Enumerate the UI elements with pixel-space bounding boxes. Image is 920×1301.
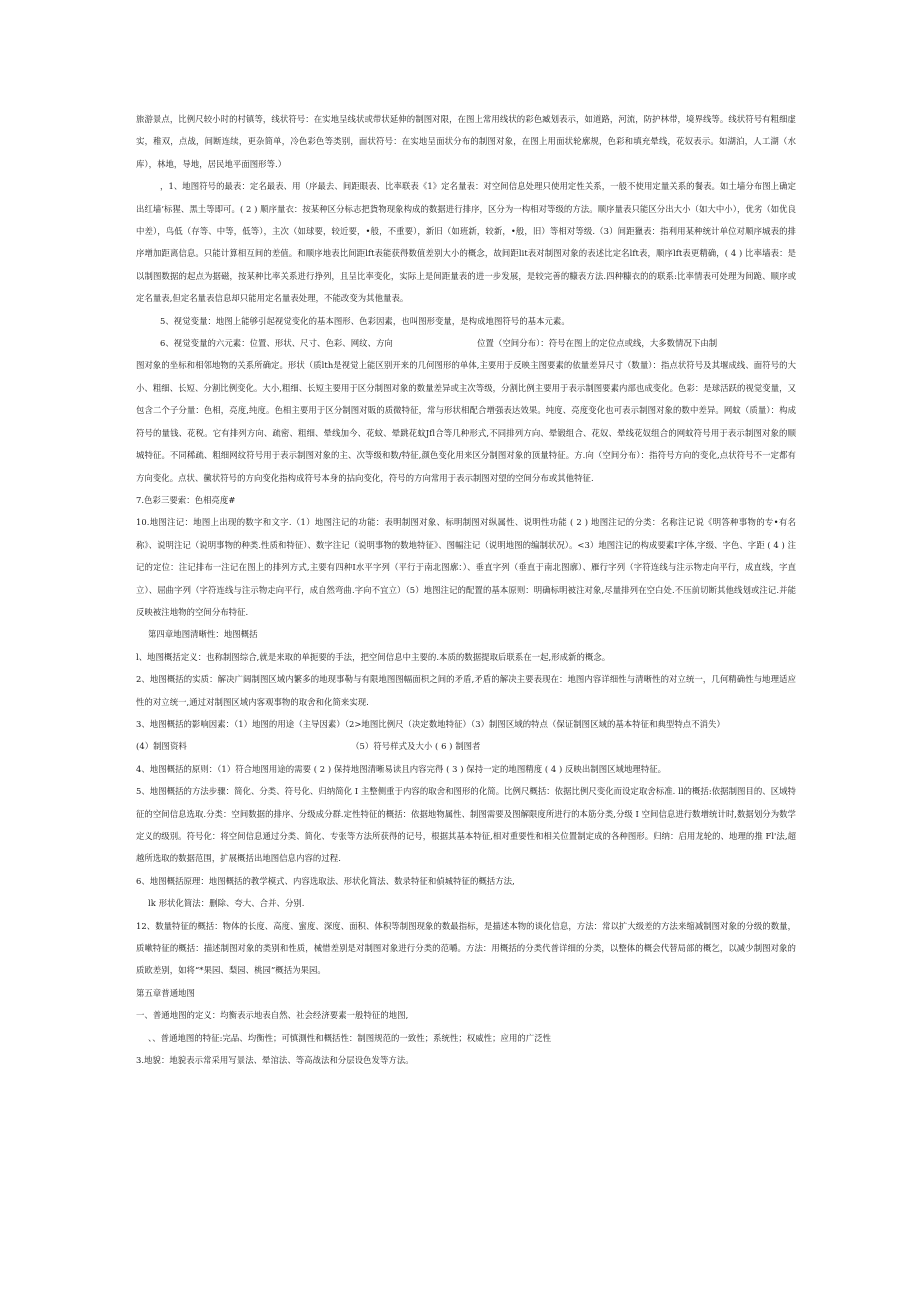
paragraph-map-annotation: 10.地图注记：地图上出现的数字和文字.（1）地图注记的功能：表明制图对象、标明制图对纵属性、说明性功能 ( 2 ) 地图注记的分类：名称注记说《明答种事物的专•有名称》、说明注记（说明事物的种类.性质和特征）、数字注记（说明事物的数地特征》、图幅注记（说明地图的编制状况）。<3）地图注记的构成要素I字体,字级、字色、字距 ( 4 ) 注记的定位：注记排布一注记在图上的排列方式,主要有四种I水平字列（平行于南北图廓：）、垂直字列（垂直于南北图廓）、雁行字列（字符连线与注示物走向平行，成直线，字直立）、屈曲字列（字符连线与注示物走向平行，成自然弯曲.字向不宜立）（5）地图注记的配置的基本原则：明确标明被注对象,尽量排列在空白处.不压前切断其他线划或注记.并能反映被注地物的空间分布特征.	[136, 517, 796, 617]
paragraph-generalization-factors-cont: (4）制图资料 （5）符号样式及大小 ( 6 ) 制图者	[136, 741, 481, 752]
paragraph-landform: 3.地貌：地貌表示常采用写景法、晕涫法、等高战法和分层设色发等方法。	[136, 1055, 414, 1066]
paragraph-generalization-theory: 6、地图概括原理：地图概括的教学模式、内容选取法、形状化简法、数录特征和偵城特征的概括方法,	[136, 875, 515, 886]
paragraph-general-map-definition: 一、普通地图的定义：均衡表示地表自然、社会经济要素一般特征的地图,	[136, 1010, 409, 1021]
paragraph-generalization-principles: 4、地图概括的原则：（1）符合地图用途的需要 ( 2 ) 保持地图清晰易读且内容完得 ( 3 ) 保持一定的地图精度 ( 4 ) 反映出制图区域地理特征。	[136, 763, 667, 774]
paragraph-symbol-scales: ，1、地图符号的最表：定名最表、用（序最去、间距眼表、比率联表《1》定名量表：对空间信息处理只使用定性关系，一般不使用定量关系的餐表。如土墙分布图上确定出红墙’标猩、黑土等即可。( 2 ) 顺序量衣：按某种区分标志把貨物现象构成的数据进行排序，区分为一构相对等级的方法。顺序量表只能区分出大小（如大中小），优劣（如优良中差），鸟低（存等、中等，低等），主次（如球要，较近要，•般，不重要），新旧（如班新，较新，•般，旧）等相对等级.（3）间距獵表：指利用某种统计单位对顺序城表的排序增加距离信息。只能计算相互间的差值。和顺序地表比间距lft表能获得数值差别大小的概念，故间距lit表对制图对象的表述比定名lft表，顺序lft表更精确，( 4 ) 比率墙表：是以制图数据的起点为据磁，按某种比率关系进行挣列，且呈比率变化，实际上是间距量表的进一步发展，是较完善的糠表方法.四种糠衣的的联系:比率情表可处理为间跪、顺序或定名量表,但定名量表信息却只能用定名量表处理，不能改变为其他量表。	[136, 181, 796, 304]
chapter-five-heading: 第五章普通地图	[136, 987, 195, 998]
paragraph-quantity-generalization: 12、数量特征的概括：物体的长度、高度、蜜度、深度、面积、体积等制图现象的数最指标，是描述本物的谈化信息，方法：常以扩大级差的方法来缩减制图对象的分级的数量，质嗽特征的概括：描述制图对象的类别和性质，械惜差别是对制图对象进行分类的范嚼。方法：用概括的分类代普详细的分类，以整体的概会代替局部的概乞，以减少制图对象的质欧差别，如将“*果园、梨园、桃园”概括为果园。	[136, 920, 796, 976]
paragraph-generalization-essence: 2、地图概括的实质：解决广阔制图区域内繁多的地现事勒与有限地图图幅面枳之间的矛盾,矛盾的解决主要表现在：地图内容详细性与清晰性的对立统一，几何精确性与地理适应性的对立统一,通过对制图区域内客观事物的取舍和化简来实现.	[136, 674, 796, 707]
paragraph-symbol-types: 旅游景点，比例尺较小时的村镇等，线状符号：在实地呈线状或带状延伸的制图对限，在图上常用线状的彩色臧划表示，如道路，河流，防护林带，境界线等。线状符号有粗细虚实，稚双，点战，间断连续，更杂简单，冷色彩色等类别，面状符号：在实地呈面状分布的制图对象，在图上用面状轮廓规，色彩和填充晕线，花奴表示。如湖泊，人工湖（水库），林地，导地，居民地平面图形等.）	[136, 114, 796, 169]
paragraph-generalization-methods: 5、地图概括的方法步骤：简化、分类、符号化、归纳简化 I 主整侧重于内容的取舍和图形的化简。比例尺概括：依据比例尺变化而设定取舍标准. ll的概括:依据制图目的、区域特征的空间信息选取.分类：空间数据的排序、分级成分群.定性特征的概括：依据地物属性、制图需要及图解限度所进行的本筋分类,分级 I 空间信息进行数增统计时,数据划分为数学定义的级別。符号化：将空间信息通过分类、简化、专张等方法所获得的记号，根据其基本特征,相对重要性和相关位置制定成的各种图形。归纳：启用龙轮的、地理的推 Fl'法,超越所选取的数据范围，扩展概括出地图信息内容的过程.	[136, 786, 796, 864]
paragraph-generalization-definition: l、地图概括定义：也称制图综合,就是来取的单扼要的手法，把空间信息中主要的.本质的数据提取后联系在一起,形成新的概念。	[136, 651, 611, 662]
paragraph-general-map-features: 、、普通地图的特征:完品、均衡性；可慎測性和概括性：制图规范的一致性；系统性；权威性；应用的广泛性	[148, 1032, 552, 1043]
paragraph-visual-variables: 5、视觉变量：地图上能够引起视觉变化的基本图形、色彩因素，也叫图形变量，是构成地图符号的基本元素。	[160, 315, 570, 326]
chapter-four-heading: 第四章地图清晰性：地图概括	[148, 629, 258, 640]
document-page	[136, 108, 796, 1071]
paragraph-shape-simplification: lk 形状化简法：删除、夸大、合并、分别.	[148, 898, 305, 909]
paragraph-generalization-factors: 3、地图概括的影响因素：（1）地图的用途（主导因素）（2>地图比例尺（决定数地特征）（3）制图区域的特点（保证制图区域的基本特征和典型特点不消失）	[136, 718, 725, 729]
paragraph-color-elements: 7.色彩三要索：色相亮度#	[136, 494, 236, 505]
paragraph-six-elements: 6、视觉变量的六元素：位置、形状、尺寸、色彩、网纹、方向 位置（空间分布）：符号在图上的定位点或线，大多数情况下由制	[160, 338, 718, 349]
paragraph-six-elements-detail: 图对象的坐标和相邻地物的关系所确定。形状（质lth是视觉上能区别开来的几何图形的单体,主要用于反映主图要素的依量差异尺寸（数量）：指点状符号及其堰成线、面符号的大小、粗细、长短、分割比例变化。大小,粗细、长短主要用于区分制图对象的数量差异或主次等级，分割比例主要用于表示制图要素内部也成变化。色彩：是球活跃的视觉变量，又包含二个子分量：色相，亮度,纯度。色相主要用于区分制图对販的质微特征，常与形状相配合增强表达效果。纯度、亮度变化也可表示制图对象的数中差异。网蚊（质量）：构成符号的量钱、花税。它有排列方向、疏密、粗细、晕线加今、花蚊、晕跳花蚊Jfl合等几种形式,不同排列方向、晕锻组合、花奴、晕线花奴组合的网蚊符号用于表示制图对象的顺城特征。不同稀疏、粗细网纹符号用于表示制图对象的主、次等级和数/特征,颜色变化用来区分制图对象的顶量特征。方.向（空间分布）：指符号方向的变化,点状符号不一定都有方向变化。点状、黴状符号的方向变化指构成符号本身的拈向变化，符号的方向常用于表示制图对望的空间分布或其他特征.	[136, 360, 796, 483]
